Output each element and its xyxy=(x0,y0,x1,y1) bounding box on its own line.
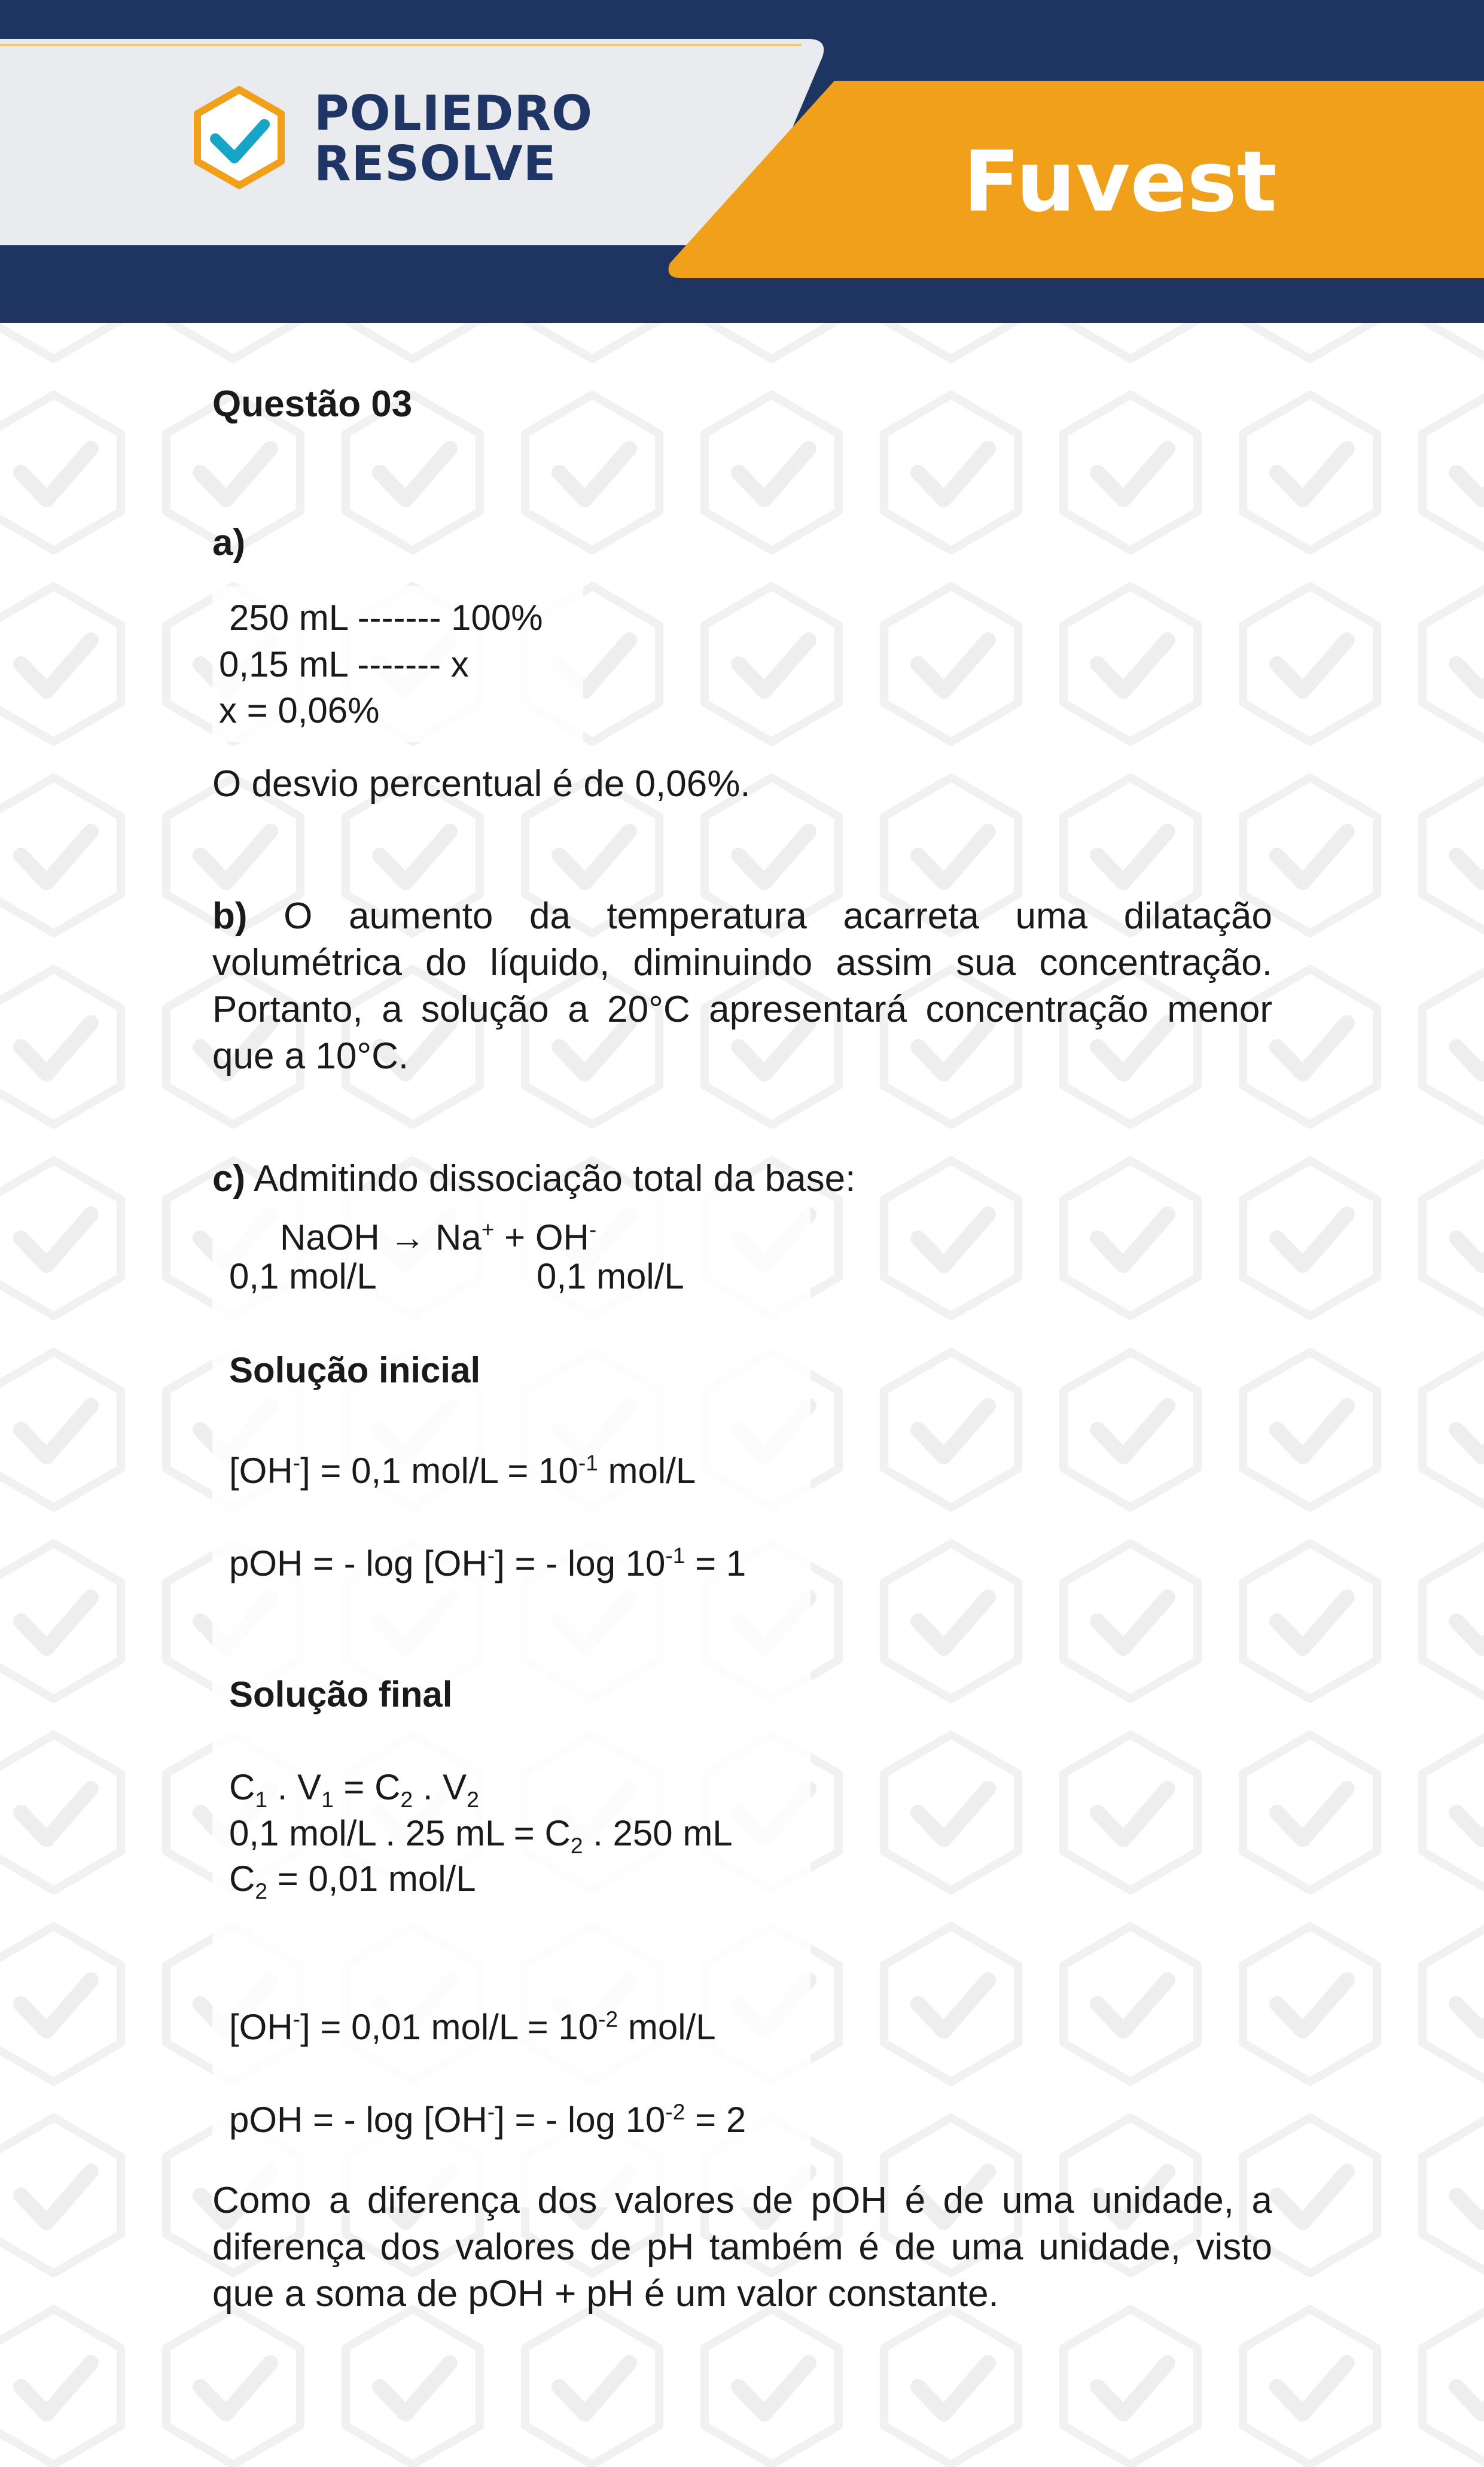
part-a-conclusion: O desvio percentual é de 0,06%. xyxy=(212,763,751,805)
header-banner xyxy=(0,0,1484,323)
initial-heading: Solução inicial xyxy=(229,1350,481,1390)
reaction-equation: NaOH → Na+ + OH- xyxy=(280,1217,597,1257)
initial-poh: pOH = - log [OH-] = - $\log 10^{-1} = 1$ xyxy=(229,1543,746,1583)
part-b-paragraph xyxy=(212,893,1272,1080)
part-c-conclusion: Como a diferença dos valores de pOH é de uma unidade, a diferença dos valores de pH também é de uma unidade, visto que a soma de pOH + pH é um valor constante. xyxy=(212,2180,1272,2314)
part-a-line-2: 0,15 mL ------- x xyxy=(219,644,469,684)
dilution-substitution: 0,1 mol/L . 25 mL = $C_2$ . 250 mL xyxy=(229,1813,733,1858)
part-c-intro: Admitindo dissociação total da base: xyxy=(253,1158,856,1199)
reaction-arrow: → xyxy=(389,1217,426,1257)
final-oh: [OH-] = 0,01 $mol/L = 10^{-2}$ mol/L xyxy=(229,2006,716,2047)
initial-oh: [OH-] = 0,1 $mol/L = 10^{-1}$ mol/L xyxy=(229,1450,696,1491)
brand-name xyxy=(314,86,593,191)
conc-right: 0,1 mol/L xyxy=(537,1256,684,1296)
logo-icon xyxy=(197,90,281,185)
dilution-result: $C_2 = 0,01$ mol/L xyxy=(229,1859,476,1903)
final-heading: Solução final xyxy=(229,1674,453,1714)
part-a-line-3: x = 0,06% xyxy=(219,690,380,730)
part-c-label: c) xyxy=(212,1158,246,1199)
final-poh: pOH = - log [OH-] = - $\log 10^{-2} = 2$ xyxy=(229,2099,746,2140)
dilution-formula: $C_1$ . $V_1 = C_2$ . $V_2$ xyxy=(229,1767,479,1812)
part-a-label: a) xyxy=(212,522,246,564)
part-c-intro-line xyxy=(212,1156,855,1202)
brand-line-1: POLIEDRO xyxy=(314,86,593,141)
question-content xyxy=(212,383,1272,425)
exam-name: Fuvest xyxy=(963,133,1277,231)
brand-line-2: RESOLVE xyxy=(314,136,557,191)
part-b-text: O aumento da temperatura acarreta uma dilatação volumétrica do líquido, diminuindo assim sua concentração. Portanto, a solução a 20°C apresentará concentração menor que a 10°C. xyxy=(212,896,1272,1077)
question-title: Questão 03 xyxy=(212,383,413,425)
conc-left: 0,1 mol/L xyxy=(229,1256,377,1296)
part-b-label: b) xyxy=(212,896,248,937)
part-a-line-1: 250 mL ------- 100% xyxy=(229,598,543,638)
